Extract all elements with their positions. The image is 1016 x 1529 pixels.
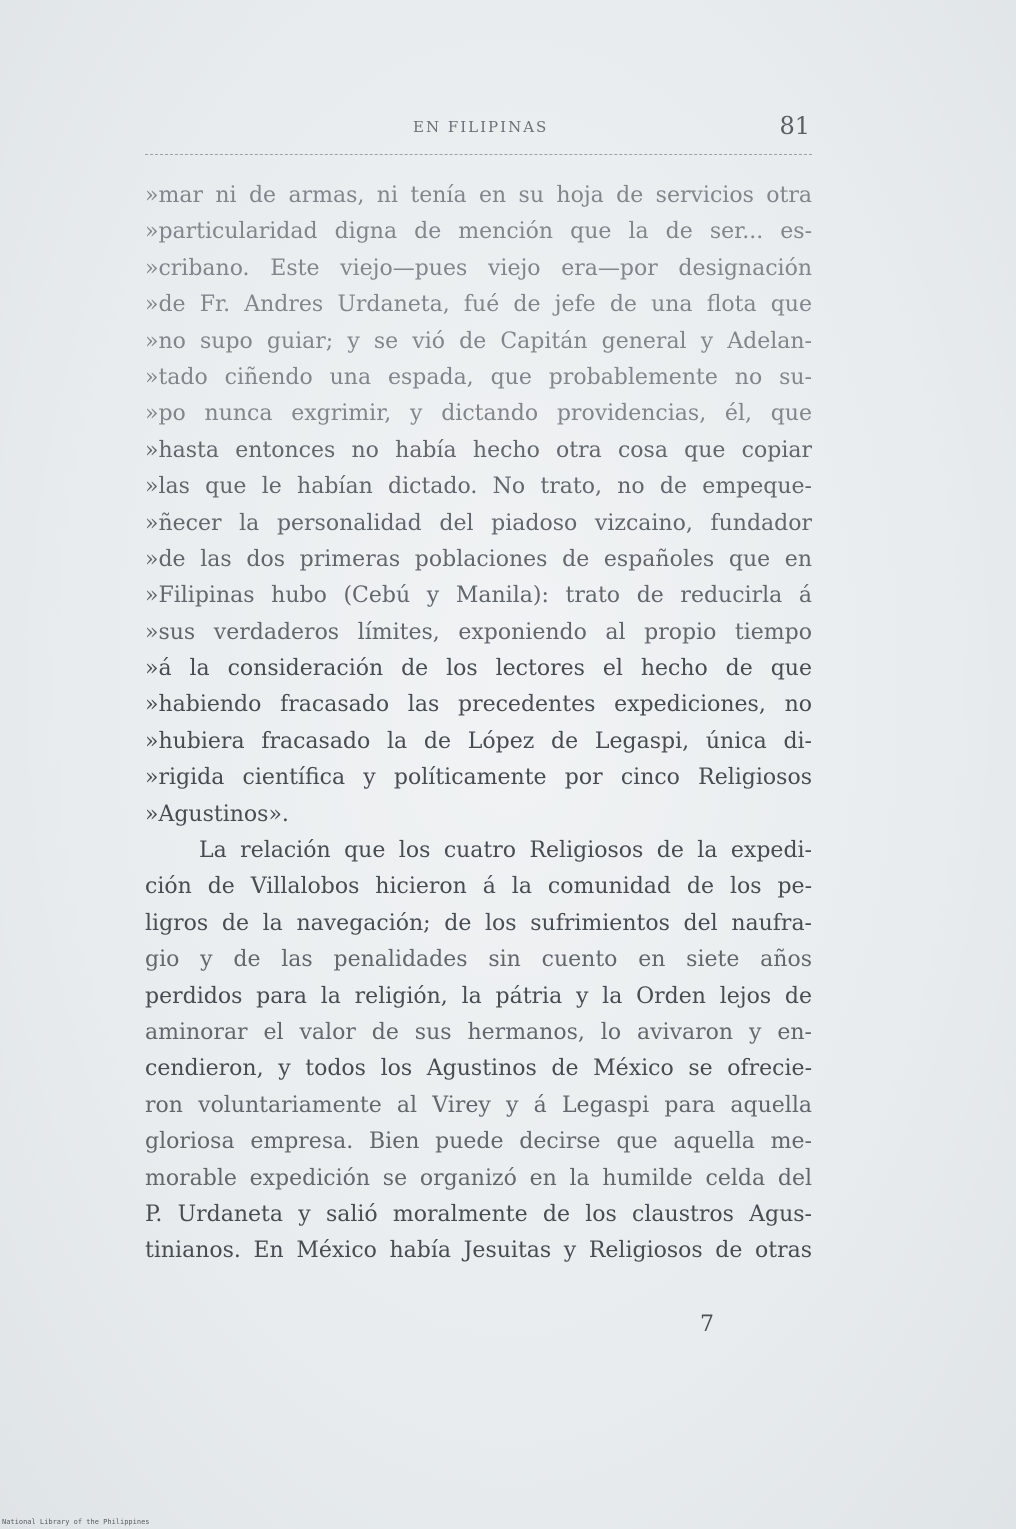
text-line: »cribano. Este viejo—pues viejo era—por designación: [145, 255, 812, 281]
text-line: »tado ciñendo una espada, que probablemente no su-: [145, 364, 812, 390]
page-header: [145, 112, 810, 142]
text-line: »ñecer la personalidad del piadoso vizcaino, fundador: [145, 510, 812, 536]
text-line: gio y de las penalidades sin cuento en siete años: [145, 947, 812, 973]
text-line: aminorar el valor de sus hermanos, lo avivaron y en-: [145, 1019, 812, 1045]
text-line: »de las dos primeras poblaciones de españoles que en: [145, 546, 812, 572]
text-line: gloriosa empresa. Bien puede decirse que aquella me-: [145, 1129, 812, 1155]
text-line: »las que le habían dictado. No trato, no de empeque-: [145, 474, 812, 500]
page-number: 81: [779, 112, 810, 140]
text-line: »de Fr. Andres Urdaneta, fué de jefe de una flota que: [145, 292, 812, 318]
text-line: »Agustinos».: [145, 801, 289, 827]
header-rule: [145, 154, 812, 155]
text-line: La relación que los cuatro Religiosos de la expedi-: [199, 838, 812, 864]
text-line: »hasta entonces no había hecho otra cosa que copiar: [145, 437, 812, 463]
text-line: »particularidad digna de mención que la de ser... es-: [145, 219, 812, 245]
text-line: cendieron, y todos los Agustinos de México se ofrecie-: [145, 1056, 812, 1082]
text-line: »mar ni de armas, ni tenía en su hoja de servicios otra: [145, 183, 812, 208]
text-line: »Filipinas hubo (Cebú y Manila): trato de reducirla á: [145, 583, 812, 609]
text-line: »no supo guiar; y se vió de Capitán general y Adelan-: [145, 328, 812, 354]
text-line: »sus verdaderos límites, exponiendo al propio tiempo: [145, 619, 812, 645]
running-title: EN FILIPINAS: [413, 118, 549, 136]
text-line: tinianos. En México había Jesuitas y Religiosos de otras: [145, 1238, 812, 1264]
text-line: P. Urdaneta y salió moralmente de los claustros Agus-: [145, 1201, 812, 1227]
text-line: »á la consideración de los lectores el hecho de que: [145, 656, 812, 682]
text-line: perdidos para la religión, la pátria y la Orden lejos de: [145, 983, 812, 1009]
footer-credit: National Library of the Philippines: [2, 1518, 150, 1526]
text-line: ron voluntariamente al Virey y á Legaspi para aquella: [145, 1092, 812, 1118]
text-line: »habiendo fracasado las precedentes expediciones, no: [145, 692, 812, 718]
text-line: »po nunca exgrimir, y dictando providencias, él, que: [145, 401, 812, 427]
text-line: »hubiera fracasado la de López de Legaspi, única di-: [145, 728, 812, 754]
text-line: morable expedición se organizó en la humilde celda del: [145, 1165, 812, 1191]
text-line: ligros de la navegación; de los sufrimientos del naufra-: [145, 910, 812, 936]
body-text: [145, 178, 812, 1270]
text-line: »rigida científica y políticamente por cinco Religiosos: [145, 765, 812, 791]
text-line: ción de Villalobos hicieron á la comunidad de los pe-: [145, 874, 812, 900]
signature-mark: 7: [700, 1312, 714, 1337]
